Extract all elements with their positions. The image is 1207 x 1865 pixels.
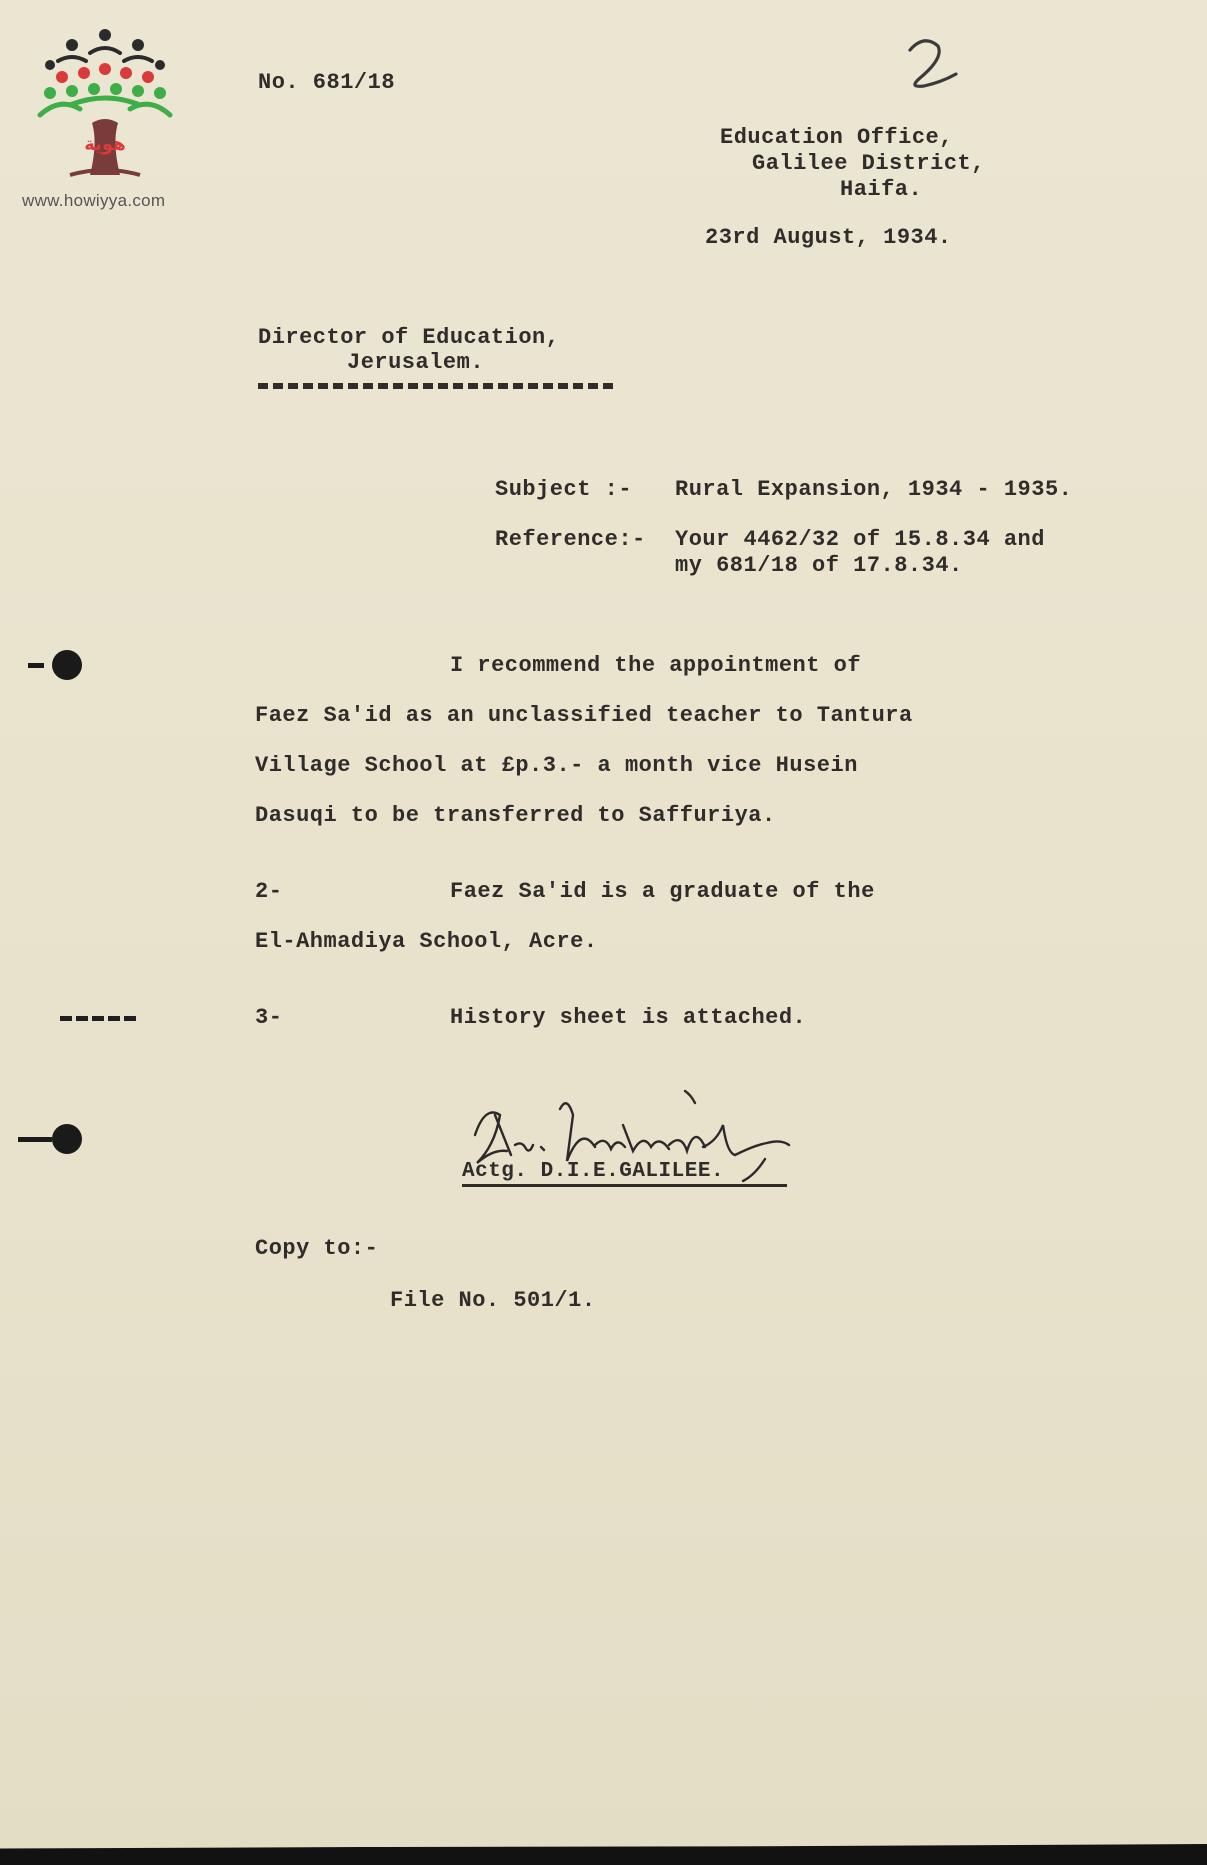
body-para-1-line-4: Dasuqi to be transferred to Saffuriya. bbox=[255, 803, 776, 828]
folio-number-icon bbox=[898, 32, 968, 102]
body-para-2-line-1: Faez Sa'id is a graduate of the bbox=[450, 879, 875, 904]
signatory-title: Actg. D.I.E.GALILEE. bbox=[462, 1160, 725, 1183]
addressee-line-1: Director of Education, bbox=[258, 325, 560, 350]
office-line-1: Education Office, bbox=[720, 125, 953, 150]
subject-text: Rural Expansion, 1934 - 1935. bbox=[675, 477, 1073, 502]
body-para-2-number: 2- bbox=[255, 879, 283, 904]
body-para-1-line-2: Faez Sa'id as an unclassified teacher to Tantura bbox=[255, 703, 913, 728]
logo-url: www.howiyya.com bbox=[22, 191, 166, 210]
reference-label: Reference:- bbox=[495, 527, 646, 552]
howiyya-logo-icon bbox=[20, 25, 190, 215]
addressee-underline bbox=[258, 383, 618, 389]
punch-hole-upper-mark bbox=[28, 663, 44, 668]
punch-hole-lower bbox=[52, 1124, 82, 1154]
addressee-line-2: Jerusalem. bbox=[347, 350, 485, 375]
office-line-2: Galilee District, bbox=[752, 151, 985, 176]
punch-hole-lower-mark bbox=[18, 1137, 52, 1142]
body-para-3-line-1: History sheet is attached. bbox=[450, 1005, 807, 1030]
body-para-2-line-2: El-Ahmadiya School, Acre. bbox=[255, 929, 598, 954]
body-para-1-line-3: Village School at £p.3.- a month vice Husein bbox=[255, 753, 858, 778]
copy-file-number: File No. 501/1. bbox=[390, 1288, 596, 1313]
copy-to-label: Copy to:- bbox=[255, 1236, 379, 1261]
office-line-3: Haifa. bbox=[840, 177, 923, 202]
page-bottom-edge bbox=[0, 1835, 1207, 1865]
reference-line-1: Your 4462/32 of 15.8.34 and bbox=[675, 527, 1045, 552]
body-para-1-line-1: I recommend the appointment of bbox=[450, 653, 862, 678]
margin-dash-mark bbox=[60, 1016, 138, 1021]
punch-hole-upper bbox=[52, 650, 82, 680]
signature-underline bbox=[462, 1184, 787, 1187]
reference-line-2: my 681/18 of 17.8.34. bbox=[675, 553, 963, 578]
svg-text:هوية: هوية bbox=[84, 134, 126, 155]
body-para-3-number: 3- bbox=[255, 1005, 283, 1030]
reference-number: No. 681/18 bbox=[258, 70, 396, 95]
letter-date: 23rd August, 1934. bbox=[705, 225, 952, 250]
subject-label: Subject :- bbox=[495, 477, 633, 502]
